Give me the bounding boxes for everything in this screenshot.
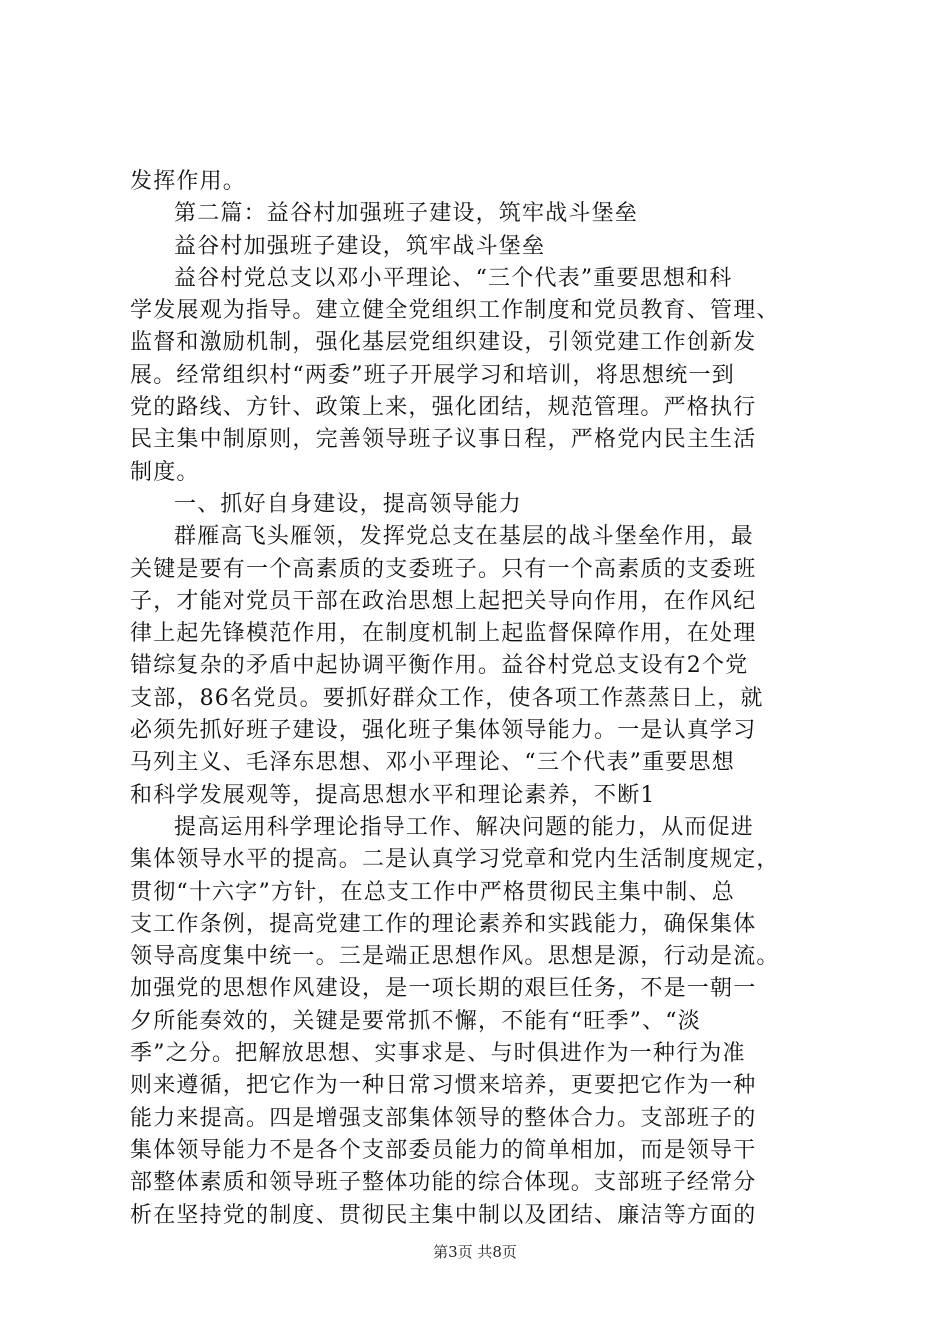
text-line: 学发展观为指导。建立健全党组织工作制度和党员教育、管理、: [130, 298, 780, 324]
text-line: 夕所能奏效的，关键是要常抓不懈，不能有“旺季”、“淡: [130, 1008, 701, 1034]
text-line: 领导高度集中统一。三是端正思想作风。思想是源，行动是流。: [130, 944, 780, 970]
text-line: 第二篇：益谷村加强班子建设，筑牢战斗堡垒: [174, 201, 639, 227]
text-line: 和科学发展观等，提高思想水平和理论素养，不断1: [130, 782, 656, 808]
text-line: 益谷村党总支以邓小平理论、“三个代表”重要思想和科: [174, 265, 733, 291]
text-line: 马列主义、毛泽东思想、邓小平理论、“三个代表”重要思想: [130, 750, 735, 776]
text-line: 展。经常组织村“两委”班子开展学习和培训，将思想统一到: [130, 362, 735, 388]
text-line: 一、抓好自身建设，提高领导能力: [174, 491, 523, 517]
text-line: 党的路线、方针、政策上来，强化团结，规范管理。严格执行: [130, 395, 757, 421]
text-line: 则来遵循，把它作为一种日常习惯来培养，更要把它作为一种: [130, 1073, 757, 1099]
document-body: [130, 166, 830, 1232]
text-line: 监督和激励机制，强化基层党组织建设，引领党建工作创新发: [130, 330, 757, 356]
text-line: 益谷村加强班子建设，筑牢战斗堡垒: [174, 233, 546, 259]
text-line: 必须先抓好班子建设，强化班子集体领导能力。一是认真学习: [130, 718, 757, 744]
text-line: 关键是要有一个高素质的支委班子。只有一个高素质的支委班: [130, 556, 757, 582]
text-line: 集体领导能力不是各个支部委员能力的简单相加，而是领导干: [130, 1137, 757, 1163]
text-line: 制度。: [130, 459, 200, 485]
text-line: 加强党的思想作风建设，是一项长期的艰巨任务，不是一朝一: [130, 976, 757, 1002]
text-line: 集体领导水平的提高。二是认真学习党章和党内生活制度规定，: [130, 847, 780, 873]
text-line: 发挥作用。: [130, 169, 247, 194]
text-line: 子，才能对党员干部在政治思想上起把关导向作用，在作风纪: [130, 588, 757, 614]
text-line: 支部，86名党员。要抓好群众工作，使各项工作蒸蒸日上，就: [130, 685, 764, 711]
text-line: 律上起先锋模范作用，在制度机制上起监督保障作用，在处理: [130, 621, 757, 647]
text-line: 能力来提高。四是增强支部集体领导的整体合力。支部班子的: [130, 1105, 757, 1131]
text-line: 支工作条例，提高党建工作的理论素养和实践能力，确保集体: [130, 911, 757, 937]
page-footer: 第3页 共8页: [433, 1243, 517, 1261]
text-line: 群雁高飞头雁领，发挥党总支在基层的战斗堡垒作用，最: [174, 524, 755, 550]
text-line: 贯彻“十六字”方针，在总支工作中严格贯彻民主集中制、总: [130, 879, 735, 905]
text-line: 季”之分。把解放思想、实事求是、与时俱进作为一种行为准: [130, 1041, 746, 1067]
text-line: 析在坚持党的制度、贯彻民主集中制以及团结、廉洁等方面的: [130, 1202, 757, 1228]
text-line: 部整体素质和领导班子整体功能的综合体现。支部班子经常分: [130, 1170, 757, 1196]
text-line: 错综复杂的矛盾中起协调平衡作用。益谷村党总支设有2个党: [130, 653, 749, 679]
text-line: 提高运用科学理论指导工作、解决问题的能力，从而促进: [174, 814, 755, 840]
text-line: 民主集中制原则，完善领导班子议事日程，严格党内民主生活: [130, 427, 757, 453]
